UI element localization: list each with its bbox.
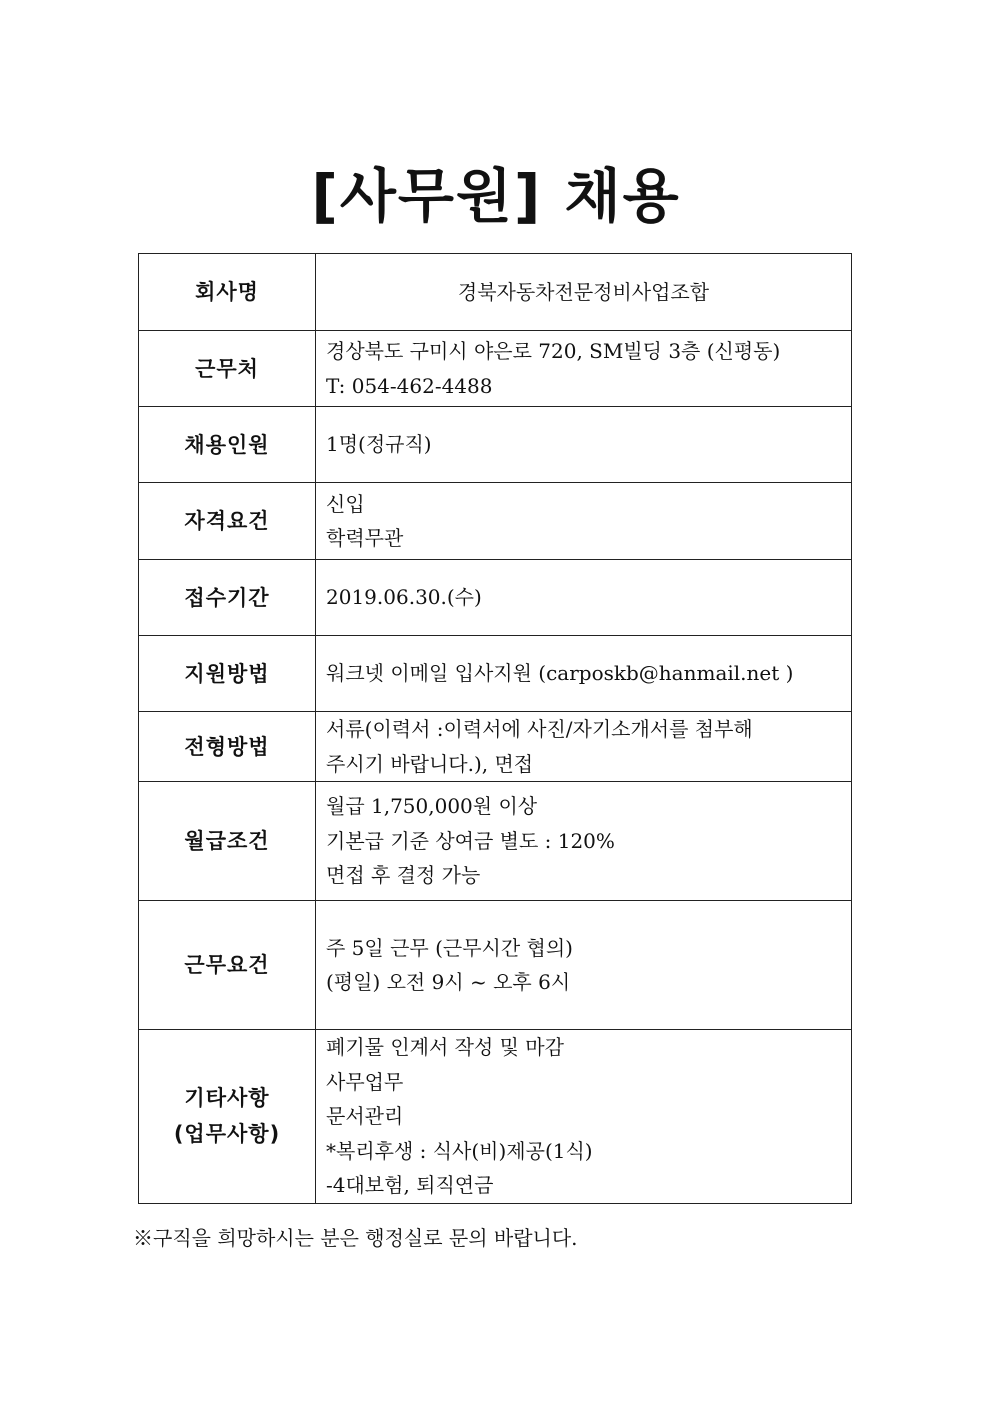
label-line: 기타사항 xyxy=(184,1086,270,1111)
value-line: 2019.06.30.(수) xyxy=(326,585,482,610)
row-label: 자격요건 xyxy=(139,483,316,560)
value-line: (평일) 오전 9시 ~ 오후 6시 xyxy=(326,970,571,994)
value-line: 문서관리 xyxy=(326,1104,404,1128)
table-row xyxy=(139,1030,852,1204)
contact-footnote: ※구직을 희망하시는 분은 행정실로 문의 바랍니다. xyxy=(133,1226,578,1250)
table-row xyxy=(139,901,852,1030)
row-value xyxy=(316,1030,852,1204)
row-value xyxy=(316,254,852,331)
value-line: 1명(정규직) xyxy=(326,432,432,457)
page-title: [사무원] 채용 xyxy=(311,162,681,230)
table-row xyxy=(139,560,852,636)
row-label: 근무요건 xyxy=(139,901,316,1030)
row-value xyxy=(316,901,852,1030)
value-line: -4대보험, 퇴직연금 xyxy=(326,1173,494,1197)
row-value xyxy=(316,712,852,782)
row-label: 회사명 xyxy=(139,254,316,331)
row-value xyxy=(316,560,852,636)
row-value xyxy=(316,407,852,483)
table-row xyxy=(139,254,852,331)
value-line: *복리후생 : 식사(비)제공(1식) xyxy=(326,1138,593,1163)
table-row xyxy=(139,782,852,901)
value-line: 사무업무 xyxy=(326,1069,404,1094)
company-name: 경북자동차전문정비사업조합 xyxy=(457,279,710,304)
value-line: T: 054-462-4488 xyxy=(326,373,493,398)
value-line: 신입 xyxy=(326,491,365,516)
row-label: 채용인원 xyxy=(139,407,316,483)
row-value xyxy=(316,331,852,407)
value-line: 주 5일 근무 (근무시간 협의) xyxy=(326,935,573,960)
value-line: 서류(이력서 :이력서에 사진/자기소개서를 첨부해 xyxy=(326,717,753,741)
table-row xyxy=(139,636,852,712)
row-label: 지원방법 xyxy=(139,636,316,712)
row-value xyxy=(316,636,852,712)
value-line: 주시기 바랍니다.), 면접 xyxy=(326,751,534,776)
row-label: 근무처 xyxy=(139,331,316,407)
value-line: 월급 1,750,000원 이상 xyxy=(326,794,538,819)
value-line: 학력무관 xyxy=(326,526,404,550)
value-line: 폐기물 인계서 작성 및 마감 xyxy=(326,1035,564,1059)
job-info-table xyxy=(138,253,852,1204)
row-value xyxy=(316,483,852,560)
value-line: 워크넷 이메일 입사지원 (carposkb@hanmail.net ) xyxy=(326,661,794,686)
label-line: (업무사항) xyxy=(173,1122,281,1147)
table-row xyxy=(139,483,852,560)
value-line: 경상북도 구미시 야은로 720, SM빌딩 3층 (신평동) xyxy=(326,339,781,363)
row-label xyxy=(139,1030,316,1204)
row-label: 접수기간 xyxy=(139,560,316,636)
value-line: 기본급 기준 상여금 별도 : 120% xyxy=(326,828,615,853)
row-label: 월급조건 xyxy=(139,782,316,901)
table-row xyxy=(139,331,852,407)
table-row xyxy=(139,407,852,483)
row-label: 전형방법 xyxy=(139,712,316,782)
value-line: 면접 후 결정 가능 xyxy=(326,863,481,888)
row-value xyxy=(316,782,852,901)
table-row xyxy=(139,712,852,782)
